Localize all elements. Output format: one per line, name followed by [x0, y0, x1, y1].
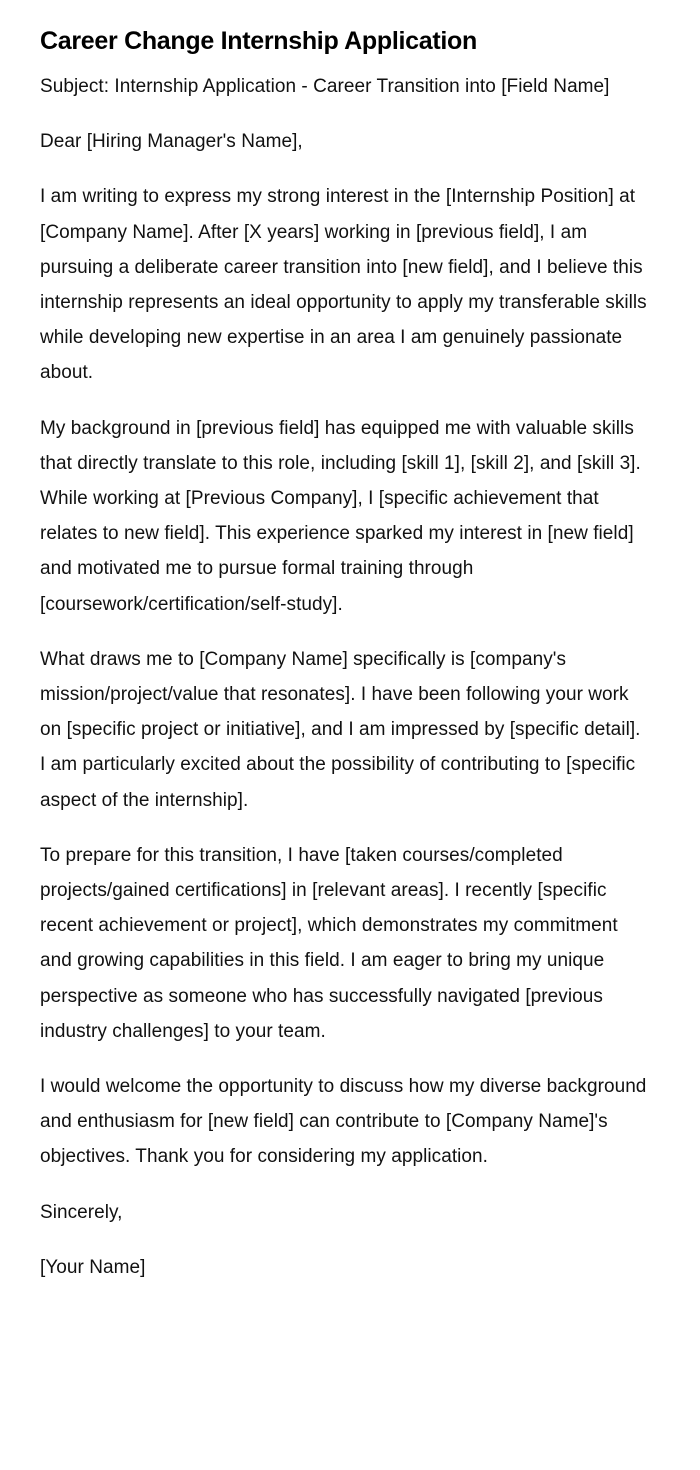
letter-document	[40, 22, 650, 1305]
signature-name: [Your Name]	[40, 1256, 146, 1278]
salutation: Dear [Hiring Manager's Name],	[40, 131, 303, 153]
body-paragraph-background: My background in [previous field] has equipped me with valuable skills that directly translate to this role, including [skill 1], [skill 2], and [skill 3]. While working at [Previous Company], I [specific achievement that relates to new field]. This experience sparked my interest in [new field] and motivated me to pursue formal training through [coursework/certification/self-study].	[40, 417, 641, 615]
body-paragraph-intro: I am writing to express my strong interest in the [Internship Position] at [Company Name]. After [X years] working in [previous field], I am pursuing a deliberate career transition into [new field], and I believe this internship represents an ideal opportunity to apply my transferable skills while developing new expertise in an area I am genuinely passionate about.	[40, 186, 647, 384]
sign-off: Sincerely,	[40, 1201, 123, 1223]
document-title: Career Change Internship Application	[40, 27, 477, 55]
subject-line: Subject: Internship Application - Career Transition into [Field Name]	[40, 76, 610, 97]
body-paragraph-company: What draws me to [Company Name] specifically is [company's mission/project/value that resonates]. I have been following your work on [specific project or initiative], and I am impressed by [specific detail]. I am particularly excited about the possibility of contributing to [specific aspect of the internship].	[40, 648, 641, 811]
body-paragraph-closing: I would welcome the opportunity to discuss how my diverse background and enthusiasm for [new field] can contribute to [Company Name]'s objectives. Thank you for considering my application.	[40, 1076, 647, 1168]
body-paragraph-preparation: To prepare for this transition, I have [taken courses/completed projects/gained certifications] in [relevant areas]. I recently [specific recent achievement or project], which demonstrates my commitment and growing capabilities in this field. I am eager to bring my unique perspective as someone who has successfully navigated [previous industry challenges] to your team.	[40, 844, 618, 1042]
